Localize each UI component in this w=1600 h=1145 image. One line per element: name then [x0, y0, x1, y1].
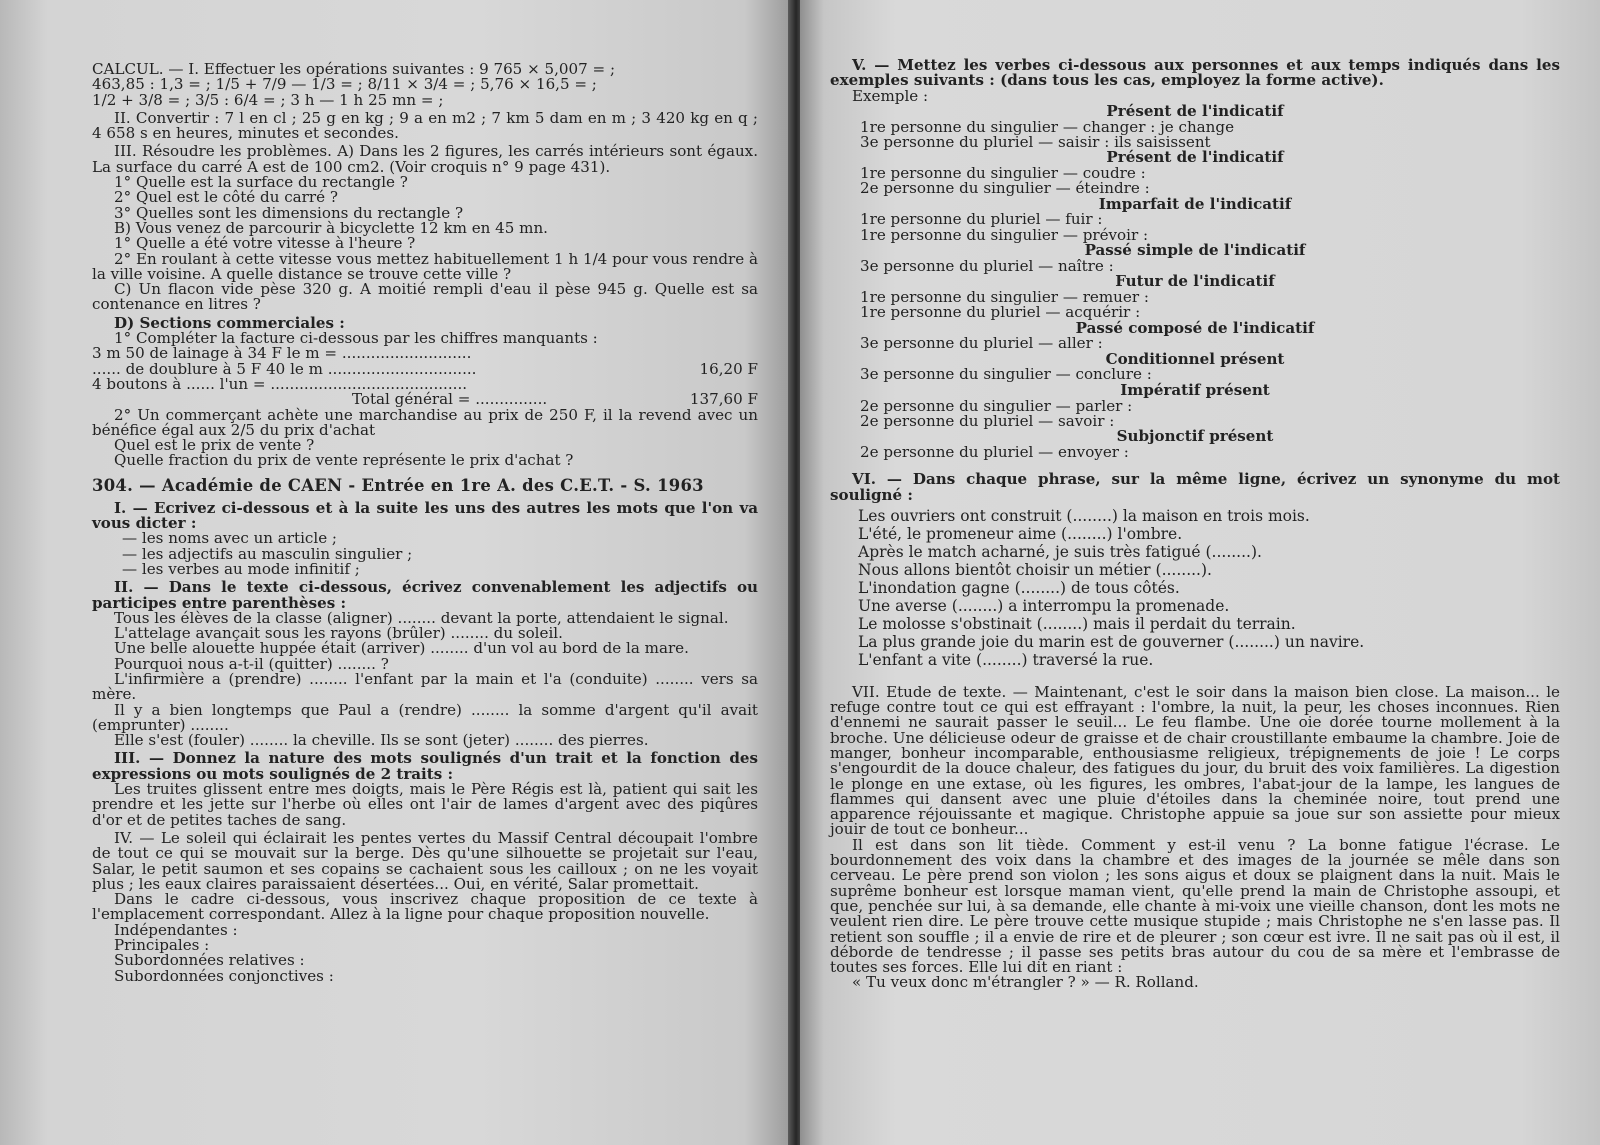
facture-label: 3 m 50 de lainage à 34 F le m = ........................... [92, 344, 472, 363]
synonym-sentence: L'inondation gagne (........) de tous côtés. [858, 578, 1180, 597]
exercise-6-instruction: VI. — Dans chaque phrase, sur la même ligne, écrivez un synonyme du mot souligné : [830, 470, 1560, 504]
synonym-sentence: L'été, le promeneur aime (........) l'ombre. [858, 524, 1183, 543]
question-a3: 3° Quelles sont les dimensions du rectangle ? [114, 203, 464, 222]
calcul-line-3: 1/2 + 3/8 = ; 3/5 : 6/4 = ; 3 h — 1 h 25 mn = ; [92, 90, 444, 109]
exercise-1-item: — les noms avec un article ; [122, 529, 338, 548]
exercise-4-text: IV. — Le soleil qui éclairait les pentes vertes du Massif Central découpait l'ombre de tout ce qui se mouvait sur la berge. Dès qu'une silhouette se projetait sur l'eau, Salar, le petit saumon et ses copains se cachaient sous les cailloux ; on ne les voyait plus ; les eaux claires paraissaient désertées... Oui, en vérité, Salar promettait. [92, 828, 758, 893]
question-a2: 2° Quel est le côté du carré ? [114, 188, 338, 207]
question-b2: 2° En roulant à cette vitesse vous mettez habituellement 1 h 1/4 pour vous rendre à la ville voisine. A quelle distance se trouve cette ville ? [92, 249, 758, 283]
facture-value: 137,60 F [689, 390, 758, 409]
tense-title: Présent de l'indicatif [1106, 101, 1284, 120]
exercise-2-line: L'attelage avançait sous les rayons (brûler) ........ du soleil. [114, 624, 563, 643]
tense-title: Présent de l'indicatif [1106, 148, 1284, 167]
calcul-line-2: 463,85 : 1,3 = ; 1/5 + 7/9 — 1/3 = ; 8/11 × 3/4 = ; 5,76 × 16,5 = ; [92, 75, 597, 94]
exercise-3-text: Les truites glissent entre mes doigts, mais le Père Régis est là, patient qui sait les prendre et les jette sur l'herbe où elles ont l'air de lames d'argent avec des piqûres d'or et de petites taches de sang. [92, 780, 758, 829]
exercise-2-line: Pourquoi nous a-t-il (quitter) ........ ? [114, 654, 389, 673]
exemple-label: Exemple : [852, 86, 929, 105]
synonym-sentence: L'enfant a vite (........) traversé la rue. [858, 650, 1154, 669]
tense-line: 1re personne du singulier — coudre : [860, 164, 1146, 183]
synonym-list [830, 507, 1560, 669]
etude-de-texte-paragraph-2: Il est dans son lit tiède. Comment y est-il venu ? La bonne fatigue l'écrase. Le bourdonnement des voix dans la chambre et des images de la journée se mêle dans son cerveau. Le père prend son violon ; les sons aigus et doux se plaignent dans la nuit. Mais le suprême bonheur est lorsque maman vient, qu'elle prend la main de Christophe assoupi, et que, penchée sur lui, à sa demande, elle chante à mi-voix une vieille chanson, dont les mots ne veulent rien dire. Le père trouve cette musique stupide ; mais Christophe ne s'en lasse pas. Il retient son souffle ; il a envie de rire et de pleurer ; son cœur est ivre. Il ne sait pas où il est, il déborde de tendresse ; il passe ses petits bras autour du cou de sa mère et l'embrasse de toutes ses forces. Elle lui dit en riant : [830, 835, 1560, 977]
synonym-sentence: Les ouvriers ont construit (........) la maison en trois mois. [858, 506, 1310, 525]
left-page [0, 0, 792, 1145]
tense-title: Impératif présent [1120, 380, 1270, 399]
exercise-5-instruction: V. — Mettez les verbes ci-dessous aux personnes et aux temps indiqués dans les exemples suivants : (dans tous les cas, employez la forme active). [830, 56, 1560, 90]
exercise-2-line: Il y a bien longtemps que Paul a (rendre) ........ la somme d'argent qu'il avait (emprunter) ........ [92, 700, 758, 734]
convertir-paragraph: II. Convertir : 7 l en cl ; 25 g en kg ; 9 a en m2 ; 7 km 5 dam en m ; 3 420 kg en q ; 4 658 s en heures, minutes et secondes. [92, 108, 758, 143]
exercise-2-line: Tous les élèves de la classe (aligner) ........ devant la porte, attendaient le signal. [114, 608, 729, 627]
etude-de-texte-quote: « Tu veux donc m'étrangler ? » — R. Rolland. [852, 973, 1199, 992]
question-d2b: Quelle fraction du prix de vente représente le prix d'achat ? [114, 451, 574, 470]
question-d2a: Quel est le prix de vente ? [114, 436, 315, 455]
question-a1: 1° Quelle est la surface du rectangle ? [114, 173, 408, 192]
question-d1: 1° Compléter la facture ci-dessous par les chiffres manquants : [114, 329, 598, 348]
sections-commerciales-title: D) Sections commerciales : [114, 313, 345, 332]
tense-line: 2e personne du singulier — éteindre : [860, 179, 1150, 198]
tense-list [830, 101, 1560, 461]
tense-line: 2e personne du singulier — parler : [860, 396, 1133, 415]
problemes-intro: III. Résoudre les problèmes. A) Dans les 2 figures, les carrés intérieurs sont égaux. La surface du carré A est de 100 cm2. (Voir croquis n° 9 page 431). [92, 142, 758, 176]
synonym-sentence: Nous allons bientôt choisir un métier (........). [858, 560, 1212, 579]
problem-c: C) Un flacon vide pèse 320 g. A moitié rempli d'eau il pèse 945 g. Quelle est sa contenance en litres ? [92, 280, 758, 314]
tense-title: Imparfait de l'indicatif [1098, 194, 1292, 213]
right-page [800, 0, 1600, 1145]
exercise-1-item: — les verbes au mode infinitif ; [122, 559, 360, 578]
facture-label: Total général = ............... [352, 390, 548, 409]
exercise-4-item: Subordonnées conjonctives : [114, 966, 334, 985]
exercise-3-instruction: III. — Donnez la nature des mots soulignés d'un trait et la fonction des expressions ou mots soulignés de 2 traits : [92, 749, 758, 783]
exercise-2-line: Une belle alouette huppée était (arriver) ........ d'un vol au bord de la mare. [114, 639, 689, 658]
tense-line: 3e personne du singulier — conclure : [860, 365, 1152, 384]
tense-line: 3e personne du pluriel — naître : [860, 256, 1114, 275]
question-d2: 2° Un commerçant achète une marchandise au prix de 250 F, il la revend avec un bénéfice égal aux 2/5 du prix d'achat [92, 405, 758, 439]
facture-label: 4 boutons à ...... l'un = ......................................... [92, 374, 468, 393]
problem-b-intro: B) Vous venez de parcourir à bicyclette 12 km en 45 mn. [114, 218, 548, 237]
exercise-4-item: Principales : [114, 936, 210, 955]
tense-title: Futur de l'indicatif [1115, 272, 1275, 291]
synonym-sentence: La plus grande joie du marin est de gouverner (........) un navire. [858, 632, 1365, 651]
exercise-2-instruction: II. — Dans le texte ci-dessous, écrivez convenablement les adjectifs ou participes entre parenthèses : [92, 578, 758, 612]
tense-line: 1re personne du pluriel — fuir : [860, 210, 1103, 229]
tense-line: 1re personne du singulier — changer : je change [860, 117, 1234, 136]
tense-line: 1re personne du singulier — prévoir : [860, 225, 1149, 244]
synonym-sentence: Une averse (........) a interrompu la promenade. [858, 596, 1230, 615]
tense-line: 3e personne du pluriel — saisir : ils saisissent [860, 132, 1211, 151]
facture-value: 16,20 F [699, 359, 758, 378]
exercise-2-line: Elle s'est (fouler) ........ la cheville. Ils se sont (jeter) ........ des pierres. [114, 731, 649, 750]
tense-line: 2e personne du pluriel — envoyer : [860, 442, 1129, 461]
calcul-line-1: CALCUL. — I. Effectuer les opérations suivantes : 9 765 × 5,007 = ; [92, 60, 616, 78]
question-b1: 1° Quelle a été votre vitesse à l'heure ? [114, 234, 416, 253]
exercise-1-item: — les adjectifs au masculin singulier ; [122, 544, 413, 563]
tense-title: Passé simple de l'indicatif [1084, 241, 1306, 260]
tense-line: 2e personne du pluriel — savoir : [860, 411, 1115, 430]
tense-title: Conditionnel présent [1105, 349, 1285, 368]
tense-line: 1re personne du pluriel — acquérir : [860, 303, 1141, 322]
exercise-4-instruction: Dans le cadre ci-dessous, vous inscrivez chaque proposition de ce texte à l'emplacement correspondant. Allez à la ligne pour chaque proposition nouvelle. [92, 890, 758, 924]
exercise-4-item: Indépendantes : [114, 920, 238, 939]
tense-line: 1re personne du singulier — remuer : [860, 287, 1149, 306]
tense-title: Passé composé de l'indicatif [1075, 318, 1315, 337]
tense-title: Subjonctif présent [1116, 427, 1274, 446]
tense-line: 3e personne du pluriel — aller : [860, 334, 1103, 353]
exercise-4-item: Subordonnées relatives : [114, 951, 305, 970]
etude-de-texte-paragraph-1: VII. Etude de texte. — Maintenant, c'est le soir dans la maison bien close. La maison... le refuge contre tout ce qui est effrayant : l'ombre, la nuit, la peur, les choses inconnues. Rien d'ennemi ne saurait passer le seuil... Le feu flambe. Une oie dorée tourne mollement à la broche. Une délicieuse odeur de graisse et de chair croustillante embaume la chambre. Joie de manger, bonheur incomparable, enthousiasme religieux, trépignements de joie ! Le corps s'engourdit de la douce chaleur, des fatigues du jour, du bruit des voix familières. La digestion le plonge en une extase, où les figures, les ombres, l'abat-jour de la lampe, les langues de flammes qui dansent avec une pluie d'étoiles dans la cheminée noire, tout prend une apparence réjouissante et magique. Christophe appuie sa joue sur son assiette pour mieux jouir de tout ce bonheur... [830, 682, 1560, 839]
synonym-sentence: Le molosse s'obstinait (........) mais il perdait du terrain. [858, 614, 1296, 633]
facture-label: ...... de doublure à 5 F 40 le m ............................... [92, 359, 477, 378]
exam-title: 304. — Académie de CAEN - Entrée en 1re A. des C.E.T. - S. 1963 [92, 475, 704, 495]
exercise-2-line: L'infirmière a (prendre) ........ l'enfant par la main et l'a (conduite) ........ vers sa mère. [92, 669, 758, 704]
synonym-sentence: Après le match acharné, je suis très fatigué (........). [858, 542, 1262, 561]
exercise-1-instruction: I. — Ecrivez ci-dessous et à la suite les uns des autres les mots que l'on va vous dicter : [92, 498, 758, 533]
